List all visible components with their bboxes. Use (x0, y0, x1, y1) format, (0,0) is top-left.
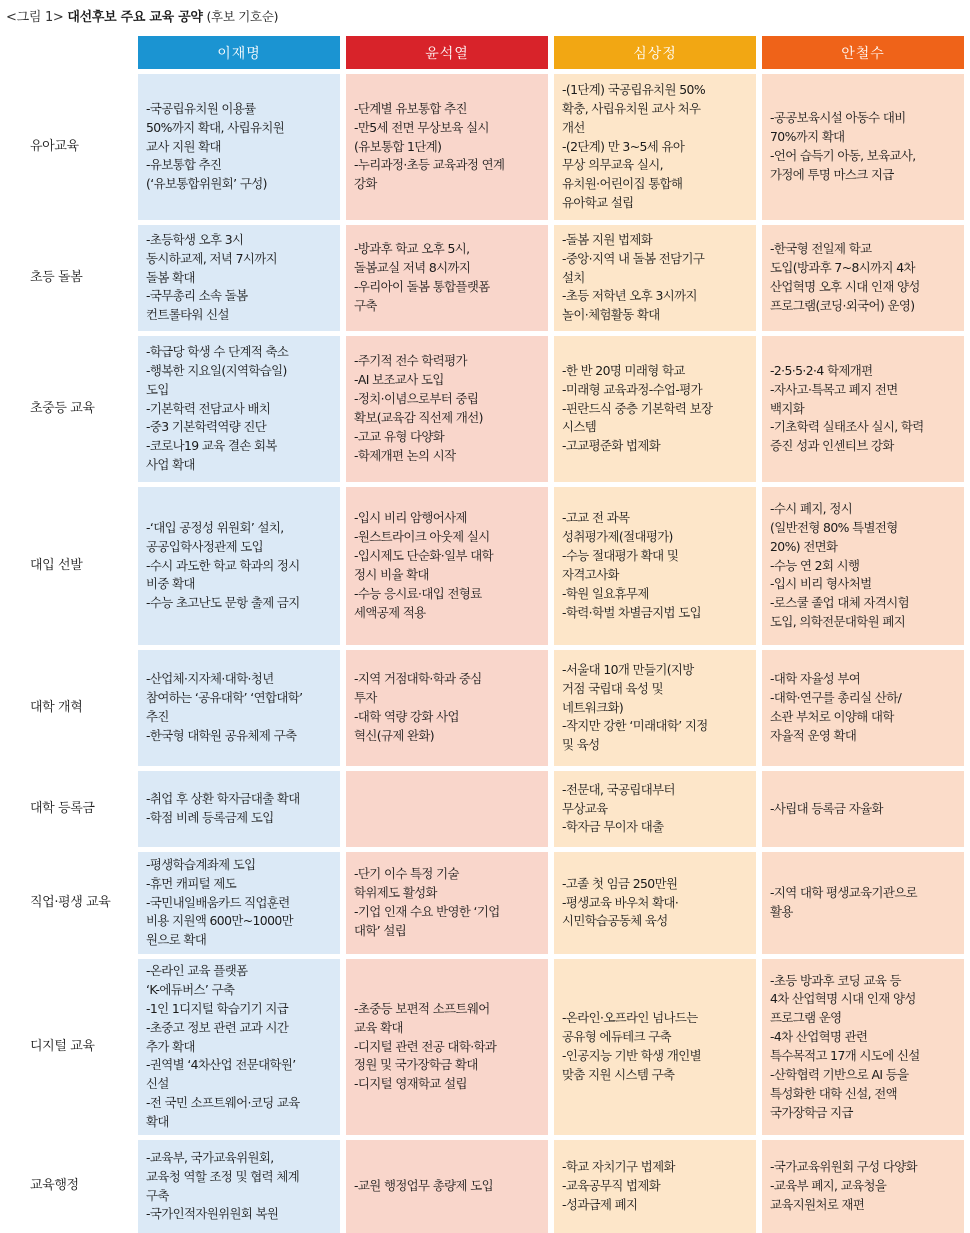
row-label (8, 771, 132, 847)
pledge-table (8, 36, 966, 1222)
pledge-cell (762, 1140, 964, 1233)
figure-number: <그림 1> (6, 10, 64, 25)
corner-cell (8, 36, 132, 69)
pledge-text: -교원 행정업무 총량제 도입 (354, 1178, 493, 1194)
pledge-cell (138, 959, 340, 1135)
pledge-text: -공공보육시설 아동수 대비 70%까지 확대 -언어 습득기 아동, 보육교사, 가정에 투명 마스크 지급 (770, 110, 916, 182)
pledge-cell (346, 959, 548, 1135)
row-label-text: 교육행정 (30, 1178, 79, 1194)
pledge-cell (554, 959, 756, 1135)
header-yoon: 윤석열 (346, 36, 548, 69)
row-label-text: 디지털 교육 (30, 1038, 95, 1054)
pledge-text: -(1단계) 국공립유치원 50% 확충, 사립유치원 교사 처우 개선 -(2단계) 만 3~5세 유아 무상 의무교육 실시, 유치원·어린이집 통합해 유아학교 설립 (562, 82, 705, 211)
pledge-cell (346, 1140, 548, 1233)
row-label (8, 650, 132, 766)
row-label (8, 959, 132, 1135)
pledge-cell (138, 487, 340, 645)
pledge-cell (138, 771, 340, 847)
pledge-cell (138, 225, 340, 331)
pledge-text: -교육부, 국가교육위원회, 교육청 역할 조정 및 협력 체계 구축 -국가인적자원위원회 복원 (146, 1149, 300, 1222)
row-label (8, 1140, 132, 1233)
pledge-text: -초등 방과후 코딩 교육 등 4차 산업혁명 시대 인재 양성 프로그램 운영 -4차 산업혁명 관련 특수목적고 17개 시도에 신설 -산학협력 기반으로 AI 등을 특성화한 대학 신설, 전액 국가장학금 지급 (770, 972, 920, 1120)
row-label (8, 74, 132, 220)
pledge-cell (554, 1140, 756, 1233)
row-label (8, 225, 132, 331)
figure-title: 대선후보 주요 교육 공약 (67, 10, 203, 25)
pledge-cell-empty (346, 771, 548, 847)
pledge-text: -국공립유치원 이용률 50%까지 확대, 사립유치원 교사 지원 확대 -유보통합 추진 (‘유보통합위원회’ 구성) (146, 100, 285, 192)
pledge-text: -지역 거점대학·학과 중심 투자 -대학 역량 강화 사업 혁신(규제 완화) (354, 671, 482, 743)
pledge-cell (762, 487, 964, 645)
pledge-cell (554, 74, 756, 220)
pledge-text: -학급당 학생 수 단계적 축소 -행복한 지요일(지역학습일) 도입 -기본학력 전담교사 배치 -중3 기본학력역량 진단 -코로나19 교육 결손 회복 사업 확대 (146, 344, 289, 473)
pledge-cell (554, 336, 756, 482)
pledge-text: -‘대입 공정성 위원회’ 설치, 공공입학사정관제 도입 -수시 과도한 학교 학과의 정시 비중 확대 -수능 초고난도 문항 출제 금지 (146, 519, 300, 611)
pledge-text: -초중등 보편적 소프트웨어 교육 확대 -디지털 관련 전공 대학·학과 정원 및 국가장학금 확대 -디지털 영재학교 설립 (354, 1000, 497, 1092)
pledge-text: -단계별 유보통합 추진 -만5세 전면 무상보육 실시 (유보통합 1단계) -누리과정·초등 교육과정 연계 강화 (354, 100, 505, 192)
pledge-cell (346, 650, 548, 766)
pledge-text: -사립대 등록금 자율화 (770, 800, 883, 816)
row-label (8, 487, 132, 645)
header-sim: 심상정 (554, 36, 756, 69)
pledge-text: -대학 자율성 부여 -대학·연구를 총리실 산하/ 소관 부처로 이양해 대학 자율적 운영 확대 (770, 671, 902, 743)
row-label-text: 유아교육 (30, 138, 79, 154)
pledge-cell (762, 225, 964, 331)
row-label (8, 336, 132, 482)
pledge-text: -국가교육위원회 구성 다양화 -교육부 폐지, 교육청을 교육지원처로 재편 (770, 1159, 917, 1212)
row-label-text: 초중등 교육 (30, 400, 95, 416)
pledge-cell (346, 225, 548, 331)
pledge-cell (138, 1140, 340, 1233)
pledge-text: -한 반 20명 미래형 학교 -미래형 교육과정-수업-평가 -핀란드식 중층 기본학력 보장 시스템 -고교평준화 법제화 (562, 362, 713, 454)
pledge-cell (138, 336, 340, 482)
pledge-cell (554, 225, 756, 331)
pledge-text: -전문대, 국공립대부터 무상교육 -학자금 무이자 대출 (562, 781, 675, 835)
pledge-cell (762, 852, 964, 954)
row-label-text: 직업·평생 교육 (30, 894, 111, 910)
pledge-text: -돌봄 지원 법제화 -중앙·지역 내 돌봄 전담기구 설치 -초등 저학년 오후 3시까지 놀이·체험활동 확대 (562, 231, 705, 323)
pledge-text: -취업 후 상환 학자금대출 확대 -학점 비례 등록금제 도입 (146, 791, 300, 825)
pledge-cell (138, 852, 340, 954)
pledge-text: -주기적 전수 학력평가 -AI 보조교사 도입 -정치·이념으로부터 중립 확보(교육감 직선제 개선) -고교 유형 다양화 -학제개편 논의 시작 (354, 353, 483, 463)
pledge-cell (762, 771, 964, 847)
figure-subtitle: (후보 기호순) (206, 9, 279, 24)
pledge-text: -온라인·오프라인 넘나드는 공유형 에듀테크 구축 -인공지능 기반 학생 개인별 맞춤 지원 시스템 구축 (562, 1010, 701, 1082)
pledge-cell (762, 74, 964, 220)
figure-caption (6, 6, 278, 25)
row-label-text: 대학 등록금 (30, 800, 95, 816)
row-label-text: 초등 돌봄 (30, 269, 83, 285)
pledge-text: -2·5·5·2·4 학제개편 -자사고·특목고 폐지 전면 백지화 -기초학력 실태조사 실시, 학력 증진 성과 인센티브 강화 (770, 362, 924, 454)
pledge-text: -초등학생 오후 3시 동시하교제, 저녁 7시까지 돌봄 확대 -국무총리 소속 돌봄 컨트롤타워 신설 (146, 231, 277, 323)
pledge-cell (554, 852, 756, 954)
header-ahn: 안철수 (762, 36, 964, 69)
pledge-cell (762, 650, 964, 766)
row-label-text: 대입 선발 (30, 557, 83, 573)
pledge-text: -지역 대학 평생교육기관으로 활용 (770, 885, 917, 919)
row-label (8, 852, 132, 954)
pledge-cell (762, 336, 964, 482)
pledge-cell (762, 959, 964, 1135)
pledge-cell (138, 650, 340, 766)
pledge-text: -온라인 교육 플랫폼 ‘K-에듀버스’ 구축 -1인 1디지털 학습기기 지급 -초중고 정보 관련 교과 시간 추가 확대 -권역별 ‘4차산업 전문대학원’ 신설 -전 국민 소프트웨어·코딩 교육 확대 (146, 963, 300, 1129)
pledge-text: -방과후 학교 오후 5시, 돌봄교실 저녁 8시까지 -우리아이 돌봄 통합플랫폼 구축 (354, 241, 490, 313)
pledge-text: -산업체·지자체·대학·청년 참여하는 ‘공유대학’ ‘연합대학’ 추진 -한국형 대학원 공유체제 구축 (146, 671, 303, 743)
pledge-text: -고졸 첫 임금 250만원 -평생교육 바우처 확대· 시민학습공동체 육성 (562, 875, 679, 929)
pledge-cell (554, 487, 756, 645)
pledge-cell (554, 771, 756, 847)
pledge-cell (346, 74, 548, 220)
row-label-text: 대학 개혁 (30, 699, 83, 715)
pledge-text: -서울대 10개 만들기(지방 거점 국립대 육성 및 네트워크화) -작지만 강한 ‘미래대학’ 지정 및 육성 (562, 661, 708, 753)
pledge-cell (138, 74, 340, 220)
header-lee: 이재명 (138, 36, 340, 69)
pledge-cell (554, 650, 756, 766)
pledge-cell (346, 852, 548, 954)
pledge-text: -학교 자치기구 법제화 -교육공무직 법제화 -성과급제 폐지 (562, 1159, 675, 1212)
pledge-text: -고교 전 과목 성취평가제(절대평가) -수능 절대평가 확대 및 자격고사화 -학원 일요휴무제 -학력·학벌 차별금지법 도입 (562, 510, 701, 620)
pledge-cell (346, 336, 548, 482)
pledge-text: -한국형 전일제 학교 도입(방과후 7~8시까지 4차 산업혁명 오후 시대 인재 양성 프로그램(코딩·외국어) 운영) (770, 241, 920, 313)
pledge-text: -입시 비리 암행어사제 -원스트라이크 아웃제 실시 -입시제도 단순화·일부 대학 정시 비율 확대 -수능 응시료·대입 전형료 세액공제 적용 (354, 510, 493, 620)
pledge-text: -평생학습계좌제 도입 -휴먼 캐피털 제도 -국민내일배움카드 직업훈련 비용 지원액 600만~1000만 원으로 확대 (146, 856, 294, 948)
pledge-cell (346, 487, 548, 645)
pledge-text: -단기 이수 특정 기술 학위제도 활성화 -기업 인재 수요 반영한 ‘기업 대학’ 설립 (354, 866, 500, 938)
pledge-text: -수시 폐지, 정시 (일반전형 80% 특별전형 20%) 전면화 -수능 연 2회 시행 -입시 비리 형사처벌 -로스쿨 졸업 대체 자격시험 도입, 의학전문대학원 폐지 (770, 501, 909, 630)
